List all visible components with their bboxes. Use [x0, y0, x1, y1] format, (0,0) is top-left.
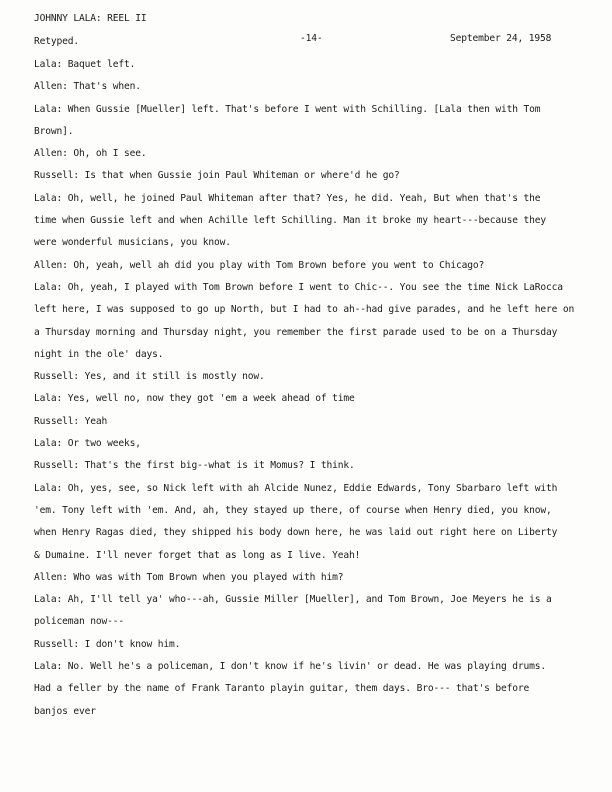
transcript-line: Brown]. — [34, 125, 74, 137]
transcript-line: Russell: I don't know him. — [34, 638, 181, 650]
transcript-line: Allen: Oh, yeah, well ah did you play with Tom Brown before you went to Chicago? — [34, 259, 485, 271]
transcript-date: September 24, 1958 — [450, 33, 552, 44]
transcript-line: Russell: Is that when Gussie join Paul Whiteman or where'd he go? — [34, 170, 400, 182]
transcript-line: Allen: That's when. — [34, 81, 141, 93]
transcript-line: & Dumaine. I'll never forget that as long as I live. Yeah! — [34, 549, 361, 561]
transcript-line: Lala: When Gussie [Mueller] left. That's before I went with Schilling. [Lala then with Tom — [34, 103, 541, 115]
transcript-line: policeman now--- — [34, 616, 125, 628]
transcript-line: Had a feller by the name of Frank Taranto playin guitar, them days. Bro--- that's before — [34, 683, 530, 695]
transcript-line: when Henry Ragas died, they shipped his body down here, he was laid out right here on Liberty — [34, 527, 558, 539]
transcript-line: Lala: Baquet left. — [34, 59, 136, 70]
transcript-line: Lala: Oh, well, he joined Paul Whiteman after that? Yes, he did. Yeah, But when that's the — [34, 192, 541, 204]
transcript-line: were wonderful musicians, you know. — [34, 237, 231, 249]
transcript-line: left here, I was supposed to go up North, but I had to ah--had give parades, and he left here on — [34, 304, 575, 316]
transcript-line: night in the ole' days. — [34, 348, 164, 360]
retyped-note: Retyped. — [34, 36, 80, 47]
reel-title: JOHNNY LALA: REEL II — [34, 13, 147, 24]
transcript-line: time when Gussie left and when Achille left Schilling. Man it broke my heart---because they — [34, 215, 546, 227]
transcript-line: a Thursday morning and Thursday night, you remember the first parade used to be on a Thursday — [34, 326, 558, 338]
transcript-line: Allen: Oh, oh I see. — [34, 148, 147, 160]
page-number: -14- — [300, 33, 323, 44]
transcript-line: Lala: Ah, I'll tell ya' who---ah, Gussie Miller [Mueller], and Tom Brown, Joe Meyers he is a — [34, 594, 552, 606]
transcript-line: Russell: That's the first big--what is it Momus? I think. — [34, 460, 355, 472]
transcript-body — [34, 54, 582, 723]
transcript-line: Russell: Yes, and it still is mostly now. — [34, 371, 265, 383]
transcript-line: Lala: Yes, well no, now they got 'em a week ahead of time — [34, 393, 355, 405]
transcript-line: Lala: No. Well he's a policeman, I don't know if he's livin' or dead. He was playing drums. — [34, 661, 546, 673]
transcript-line: Lala: Oh, yeah, I played with Tom Brown before I went to Chic--. You see the time Nick LaRocca — [34, 281, 563, 293]
transcript-line: Allen: Who was with Tom Brown when you played with him? — [34, 571, 344, 583]
transcript-line: Lala: Oh, yes, see, so Nick left with ah Alcide Nunez, Eddie Edwards, Tony Sbarbaro left with — [34, 482, 558, 494]
transcript-line: banjos ever — [34, 705, 96, 717]
transcript-line: 'em. Tony left with 'em. And, ah, they stayed up there, of course when Henry died, you know, — [34, 504, 552, 516]
transcript-line: Russell: Yeah — [34, 415, 108, 427]
transcript-line: Lala: Or two weeks, — [34, 438, 141, 450]
